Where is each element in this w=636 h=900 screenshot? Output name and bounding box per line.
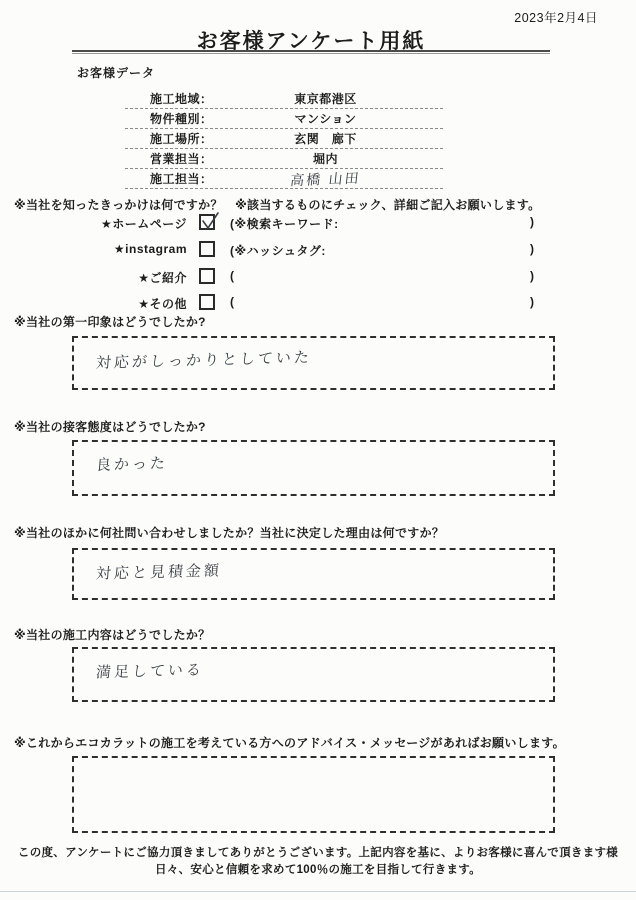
survey-date: 2023年2月4日 [514, 11, 598, 25]
row-value: 東京都港区 [294, 92, 357, 106]
question-service-attitude: ※当社の接客態度はどうでしたか? [14, 420, 206, 434]
option-row-other [0, 294, 636, 312]
row-value: 堀内 [312, 152, 338, 166]
question-construction-quality: ※当社の施工内容はどうでしたか？ [14, 628, 211, 642]
other-checkbox [199, 294, 215, 310]
option-label: ★その他 [138, 297, 187, 311]
table-row-property-type [125, 109, 443, 129]
title-underline [72, 50, 550, 54]
handwritten-answer: 良かった [95, 454, 169, 474]
answer-box-decision-reason [72, 548, 555, 600]
question-decision-reason: ※当社のほかに何社問い合わせしましたか？当社に決定した理由は何ですか？ [14, 526, 445, 540]
row-label: 施工場所： [150, 132, 213, 146]
source-question-instruction: ※当社を知ったきっかけは何ですか？ ※該当するものにチェック、詳細ご記入お願いします。 [14, 198, 541, 212]
footer-line1: この度、アンケートにご協力頂きましてありがとうございます。上記内容を基に、よりお客様に喜んで頂きます様 [17, 847, 619, 859]
row-value-handwritten: 高橋 山田 [289, 170, 362, 189]
footer-line2: 日々、安心と信頼を求めて100％の施工を目指して行きます。 [155, 864, 481, 876]
question-advice-message: ※これからエコカラットの施工を考えている方へのアドバイス・メッセージがあればお願いします。 [14, 736, 565, 750]
option-label: ★ご紹介 [138, 271, 187, 285]
option-row-instagram [0, 241, 636, 259]
customer-data-table [125, 89, 443, 189]
detail-close-paren: ) [530, 269, 534, 283]
handwritten-answer: 対応と見積金額 [95, 561, 223, 583]
option-row-referral [0, 268, 636, 286]
scanner-artifact-line [0, 891, 636, 892]
page-title: お客様アンケート用紙 [196, 30, 426, 53]
footer-thanks-message [0, 845, 636, 879]
check-mark-icon [200, 209, 222, 231]
row-label: 営業担当： [150, 152, 213, 166]
option-row-homepage [0, 214, 636, 232]
answer-box-first-impression [72, 336, 555, 390]
table-row-area [125, 89, 443, 109]
table-row-construction-rep [125, 169, 443, 189]
detail-close-paren: ) [530, 242, 534, 256]
detail-open-paren: ( [230, 269, 235, 283]
row-label: 施工地域： [150, 92, 213, 106]
instagram-checkbox [199, 241, 215, 257]
answer-box-construction-quality [72, 647, 555, 702]
handwritten-answer: 対応がしっかりとしていた [95, 348, 313, 372]
homepage-checkbox [199, 214, 215, 230]
question-first-impression: ※当社の第一印象はどうでしたか? [14, 315, 206, 329]
detail-close-paren: ) [530, 295, 534, 309]
row-label: 施工担当： [150, 172, 213, 186]
option-label: ★ホームページ [100, 217, 187, 231]
detail-open-paren: ( [230, 295, 235, 309]
customer-data-heading: お客様データ [77, 66, 156, 80]
row-value: 玄関 廊下 [294, 132, 357, 146]
detail-open-paren: (※検索キーワード: [230, 217, 339, 231]
answer-box-service-attitude [72, 440, 555, 496]
detail-close-paren: ) [530, 215, 534, 229]
referral-checkbox [199, 268, 215, 284]
row-label: 物件種別： [150, 112, 213, 126]
option-label: ★instagram [113, 242, 187, 256]
table-row-location [125, 129, 443, 149]
handwritten-answer: 満足している [95, 660, 205, 682]
answer-box-advice-message [72, 756, 555, 833]
row-value: マンション [294, 112, 357, 126]
detail-open-paren: (※ハッシュタグ: [230, 244, 326, 258]
